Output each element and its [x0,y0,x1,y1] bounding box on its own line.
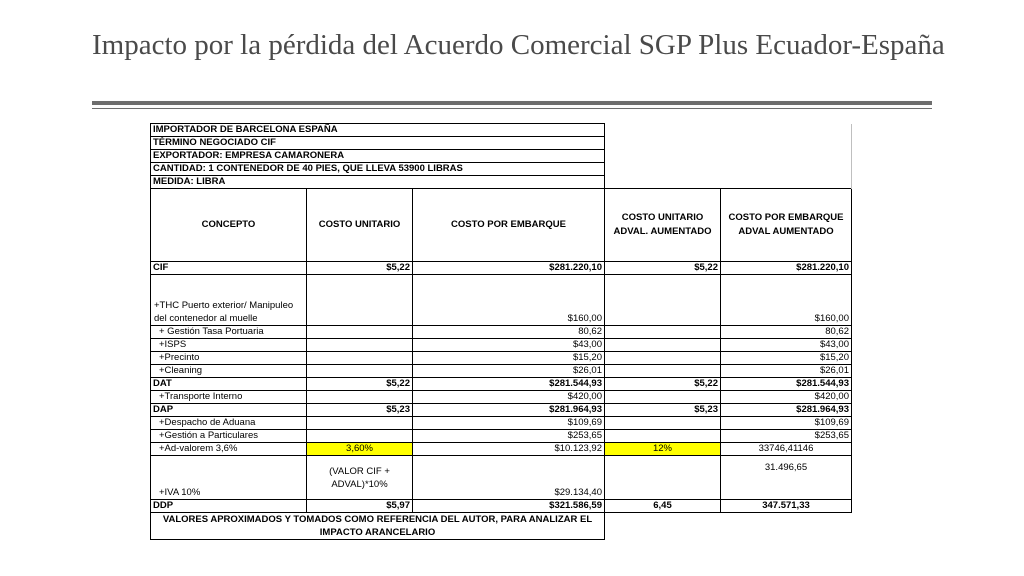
cell-embarque-adval: 80,62 [721,326,852,339]
table-row [151,365,852,378]
cell-embarque-adval: 347.571,33 [721,500,852,513]
cell-unitario-adval [605,339,721,352]
table-row [151,378,852,391]
cell-unitario: (VALOR CIF + ADVAL)*10% [307,456,413,500]
cell-embarque-adval: $420,00 [721,391,852,404]
cell-embarque-adval: $253,65 [721,430,852,443]
cell-embarque-adval: $281.220,10 [721,262,852,275]
cell-unitario [307,430,413,443]
cell-unitario: $5,22 [307,378,413,391]
cell-concepto: +ISPS [151,339,307,352]
cell-unitario-adval-highlight: 12% [605,443,721,456]
header-costo-unitario-adval: COSTO UNITARIO ADVAL. AUMENTADO [605,189,721,262]
cell-embarque-adval: $15,20 [721,352,852,365]
cell-unitario [307,391,413,404]
cell-concepto: +IVA 10% [151,456,307,500]
cell-concepto: +Despacho de Aduana [151,417,307,430]
table-row [151,262,852,275]
table-row [151,391,852,404]
cell-unitario-adval [605,456,721,500]
cell-unitario-adval: 6,45 [605,500,721,513]
cell-concepto: DAP [151,404,307,417]
cell-embarque-adval: $281.964,93 [721,404,852,417]
cell-unitario-adval [605,417,721,430]
info-exportador: EXPORTADOR: EMPRESA CAMARONERA [151,150,605,163]
cell-embarque: $29.134,40 [413,456,605,500]
footer-note: VALORES APROXIMADOS Y TOMADOS COMO REFERENCIA DEL AUTOR, PARA ANALIZAR EL IMPACTO ARANCELARIO [151,513,605,540]
cell-embarque-adval: $160,00 [721,275,852,326]
cell-embarque: $26,01 [413,365,605,378]
cell-embarque: 80,62 [413,326,605,339]
cell-unitario [307,339,413,352]
cell-embarque-adval: 31.496,65 [721,456,852,500]
footer-row [151,513,852,540]
table-row [151,275,852,326]
info-blank [605,124,852,189]
cell-unitario-adval: $5,22 [605,262,721,275]
cell-unitario-adval [605,326,721,339]
header-costo-unitario: COSTO UNITARIO [307,189,413,262]
info-cantidad: CANTIDAD: 1 CONTENEDOR DE 40 PIES, QUE LLEVA 53900 LIBRAS [151,163,605,176]
cell-embarque-adval: $26,01 [721,365,852,378]
cell-unitario: $5,97 [307,500,413,513]
table-row [151,417,852,430]
info-row [151,124,852,137]
cell-unitario [307,417,413,430]
cell-concepto: +Precinto [151,352,307,365]
cell-embarque: $281.964,93 [413,404,605,417]
table-row [151,500,852,513]
cell-unitario-adval: $5,23 [605,404,721,417]
info-termino: TÉRMINO NEGOCIADO CIF [151,137,605,150]
cell-concepto: +Cleaning [151,365,307,378]
table-row [151,443,852,456]
footer-blank [605,513,852,540]
cell-concepto: +Gestión a Particulares [151,430,307,443]
cell-embarque: $253,65 [413,430,605,443]
cell-embarque: $15,20 [413,352,605,365]
cell-embarque: $420,00 [413,391,605,404]
title-divider-thick [92,101,932,105]
cell-unitario-adval [605,352,721,365]
cell-unitario [307,326,413,339]
cell-unitario [307,365,413,378]
cell-embarque: $281.220,10 [413,262,605,275]
cell-embarque: $160,00 [413,275,605,326]
cell-unitario-adval [605,275,721,326]
cell-unitario-adval [605,365,721,378]
info-importador: IMPORTADOR DE BARCELONA ESPAÑA [151,124,605,137]
header-concepto: CONCEPTO [151,189,307,262]
cell-unitario-adval [605,391,721,404]
cell-embarque: $109,69 [413,417,605,430]
cell-concepto: + Gestión Tasa Portuaria [151,326,307,339]
cell-unitario [307,275,413,326]
cell-concepto: DAT [151,378,307,391]
cost-table [150,123,852,540]
table-row [151,430,852,443]
cell-unitario-adval [605,430,721,443]
cell-concepto: +Transporte Interno [151,391,307,404]
title-divider-thin [92,108,932,109]
cell-unitario: $5,22 [307,262,413,275]
cell-concepto: +Ad-valorem 3,6% [151,443,307,456]
cell-embarque-adval: $109,69 [721,417,852,430]
table-row [151,456,852,500]
cell-concepto: DDP [151,500,307,513]
cell-embarque: $43,00 [413,339,605,352]
cell-embarque: $10.123,92 [413,443,605,456]
slide-title: Impacto por la pérdida del Acuerdo Comercial SGP Plus Ecuador-España [92,29,945,61]
cell-embarque-adval: 33746,41146 [721,443,852,456]
table-row [151,326,852,339]
cell-embarque-adval: $43,00 [721,339,852,352]
cell-embarque: $321.586,59 [413,500,605,513]
table-row [151,404,852,417]
cell-embarque: $281.544,93 [413,378,605,391]
cell-concepto: CIF [151,262,307,275]
table-row [151,339,852,352]
cell-embarque-adval: $281.544,93 [721,378,852,391]
table-row [151,352,852,365]
cell-unitario-highlight: 3,60% [307,443,413,456]
header-costo-embarque: COSTO POR EMBARQUE [413,189,605,262]
header-costo-embarque-adval: COSTO POR EMBARQUE ADVAL AUMENTADO [721,189,852,262]
header-row [151,189,852,262]
info-medida: MEDIDA: LIBRA [151,176,605,189]
cell-unitario [307,352,413,365]
cell-unitario: $5,23 [307,404,413,417]
cell-concepto: +THC Puerto exterior/ Manipuleo del contenedor al muelle [151,275,307,326]
cell-unitario-adval: $5,22 [605,378,721,391]
